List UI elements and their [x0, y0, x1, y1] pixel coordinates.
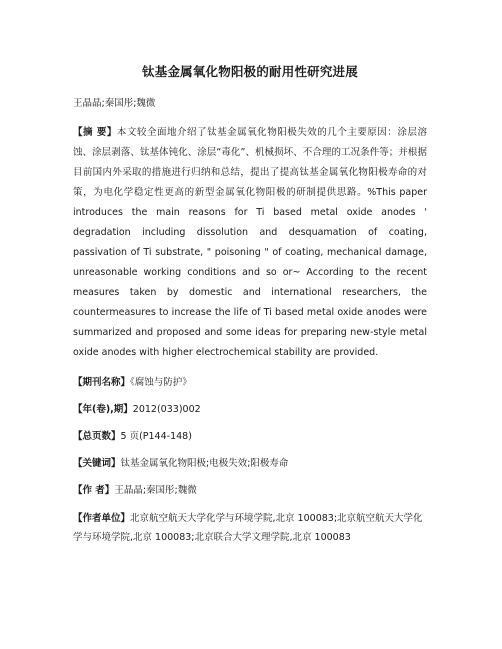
abstract-section [73, 123, 427, 363]
volume-issue-value: 2012(033)002 [132, 404, 201, 415]
authors-field [73, 482, 427, 500]
affiliation-field [73, 509, 427, 547]
abstract-text: 本文较全面地介绍了钛基金属氧化物阳极失效的几个主要原因：涂层溶蚀、涂层剥落、钛基体钝化、涂层“毒化”、机械损坏、不合理的工况条件等；并根据目前国内外采取的措施进行归纳和总结，提出了提高钛基金属氧化物阳极寿命的对策，为电化学稳定性更高的新型金属氧化物阳极的研制提供思路。%This paper introduces the main reasons for Ti based metal oxide anodes ' degradation including dissolution and desquamation of coating, passivation of Ti substrate, " poisoning " of coating, mechanical damage, unreasonable working conditions and so or~ According to the recent measures taken by domestic and international researchers, the countermeasures to increase the life of Ti based metal oxide anodes were summarized and proposed and some ideas for preparing new-style metal oxide anodes with higher electrochemical stability are provided. [73, 127, 427, 358]
abstract-label: 【摘 要】 [73, 127, 117, 138]
journal-name-field [73, 374, 427, 392]
keywords-label: 【关键词】 [73, 458, 121, 469]
page-count-value: 5 页(P144-148) [120, 431, 192, 442]
volume-issue-label: 【年(卷),期】 [73, 404, 133, 415]
page-count-field [73, 428, 427, 446]
author-line: 王晶晶;秦国彤;魏微 [73, 98, 156, 109]
affiliation-value: 北京航空航天大学化学与环境学院,北京 100083;北京航空航天大学化学与环境学院,北京 100083;北京联合大学文理学院,北京 100083 [73, 513, 423, 543]
journal-name-label: 【期刊名称】 [73, 377, 131, 388]
keywords-field [73, 455, 427, 473]
keywords-value: 钛基金属氧化物阳极;电极失效;阳极寿命 [120, 458, 289, 469]
authors-value: 王晶晶;秦国彤;魏微 [114, 485, 197, 496]
journal-name-value: 《腐蚀与防护》 [130, 377, 192, 388]
volume-issue-field [73, 401, 427, 419]
page-count-label: 【总页数】 [73, 431, 121, 442]
affiliation-label: 【作者单位】 [73, 513, 131, 524]
authors-label: 【作 者】 [73, 485, 115, 496]
paper-title: 钛基金属氧化物阳极的耐用性研究进展 [142, 64, 358, 79]
